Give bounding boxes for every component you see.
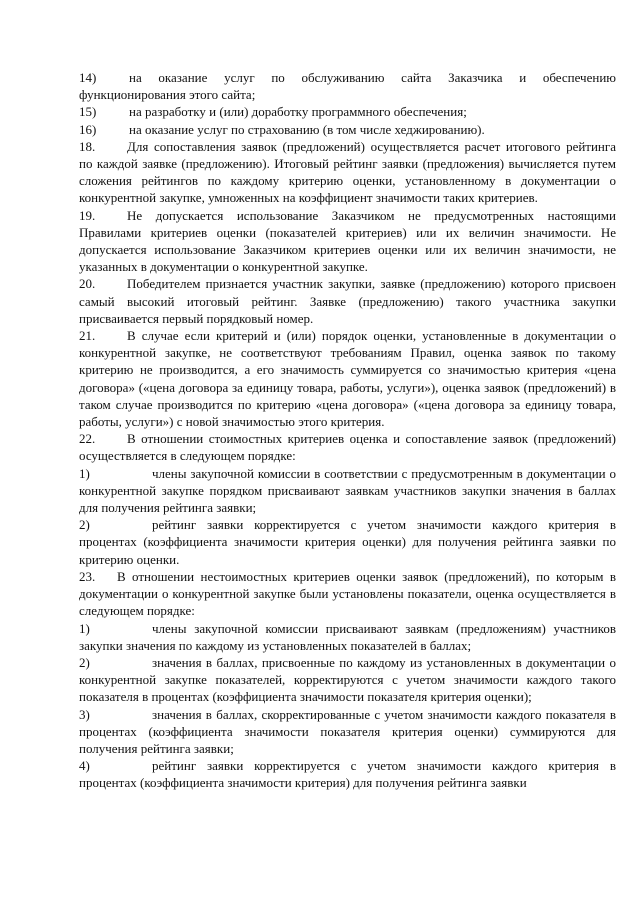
paragraph-23-item-3 [79,706,616,758]
paragraph-23-item-2 [79,654,616,706]
item-text: члены закупочной комиссии в соответствии с предусмотренным в документации о конкурентной закупке порядком присваивают заявкам участников закупки значения в баллах для получения рейтинга заявки; [79,465,616,516]
item-number: 15) [79,104,97,120]
paragraph-22 [79,430,616,464]
item-text: значения в баллах, присвоенные по каждому из установленных в документации о конкурентной закупке показателей, корректируются с учетом значимости каждого такого показателя в процентах (коэффициента значимости показателя критерия оценки); [79,654,616,705]
paragraph-22-item-2 [79,516,616,568]
item-number: 21. [79,328,96,344]
item-number: 20. [79,276,96,292]
paragraph-16 [79,121,616,138]
item-text: на разработку и (или) доработку программного обеспечения; [129,104,467,120]
item-number: 2) [79,654,90,670]
paragraph-14 [79,69,616,103]
item-text: В случае если критерий и (или) порядок оценки, установленные в документации о конкурентной закупке, не соответствуют требованиям Правил, оценка заявок по такому критерию не производится, а его значимость суммируется со значимостью критерия «цена договора» («цена договора за единицу товара, работы, услуги»), оценка заявок (предложений) в таком случае производится по критерию «цена договора» («цена договора за единицу товара, работы, услуги») с новой значимостью этого критерия. [79,328,616,430]
item-text: на оказание услуг по страхованию (в том числе хеджированию). [129,121,485,137]
item-text: рейтинг заявки корректируется с учетом значимости каждого критерия в процентах (коэффициента значимости критерия оценки) для получения рейтинга заявки по критерию оценки. [79,517,616,567]
paragraph-19 [79,207,616,276]
item-number: 22. [79,431,96,447]
paragraph-22-item-1 [79,465,616,517]
item-number: 23. [79,568,96,584]
item-text: Не допускается использование Заказчиком не предусмотренных настоящими Правилами критериев оценки (показателей критериев) или их величин значимости. Не допускается использование Заказчиком критериев оценки или их величин значимости, не указанных в документации о конкурентной закупке. [79,207,616,275]
paragraph-23-item-1 [79,620,616,654]
document-body [79,69,616,792]
item-text: Победителем признается участник закупки, заявке (предложению) которого присвоен самый высокий итоговый рейтинг. Заявке (предложению) такого участника закупки присваивается первый порядковый номер. [79,276,616,326]
item-text: В отношении нестоимостных критериев оценки заявок (предложений), по которым в документации о конкурентной закупке были установлены показатели, оценка осуществляется в следующем порядке: [79,568,616,619]
item-number: 16) [79,121,97,137]
item-number: 14) [79,70,97,85]
paragraph-18 [79,138,616,207]
item-number: 4) [79,758,90,774]
item-number: 1) [79,465,90,481]
item-number: 19. [79,207,96,223]
paragraph-15 [79,103,616,120]
item-text: члены закупочной комиссии присваивают заявкам (предложениям) участников закупки значения по каждому из установленных показателей в баллах; [79,620,616,653]
item-text: Для сопоставления заявок (предложений) осуществляется расчет итогового рейтинга по каждой заявке (предложению). Итоговый рейтинг заявки (предложения) вычисляется путем сложения рейтингов по каждому критерию оценки, установленному в документации о конкурентной закупке, умноженных на коэффициент значимости таких критериев. [79,138,616,206]
item-text: В отношении стоимостных критериев оценка и сопоставление заявок (предложений) осуществляется в следующем порядке: [79,431,616,464]
item-text: значения в баллах, скорректированные с учетом значимости каждого показателя в процентах (коэффициента значимости показателя критерия оценки) суммируются для получения рейтинга заявки; [79,706,616,756]
paragraph-20 [79,275,616,327]
paragraph-23-item-4 [79,757,616,791]
item-number: 18. [79,138,96,154]
paragraph-21 [79,327,616,430]
paragraph-23 [79,568,616,620]
item-number: 1) [79,620,90,636]
item-text: рейтинг заявки корректируется с учетом значимости каждого критерия в процентах (коэффициента значимости критерия) для получения рейтинга заявки [79,758,616,791]
item-number: 2) [79,517,90,533]
item-number: 3) [79,706,90,722]
item-text: на оказание услуг по обслуживанию сайта Заказчика и обеспечению функционирования этого сайта; [79,70,616,103]
